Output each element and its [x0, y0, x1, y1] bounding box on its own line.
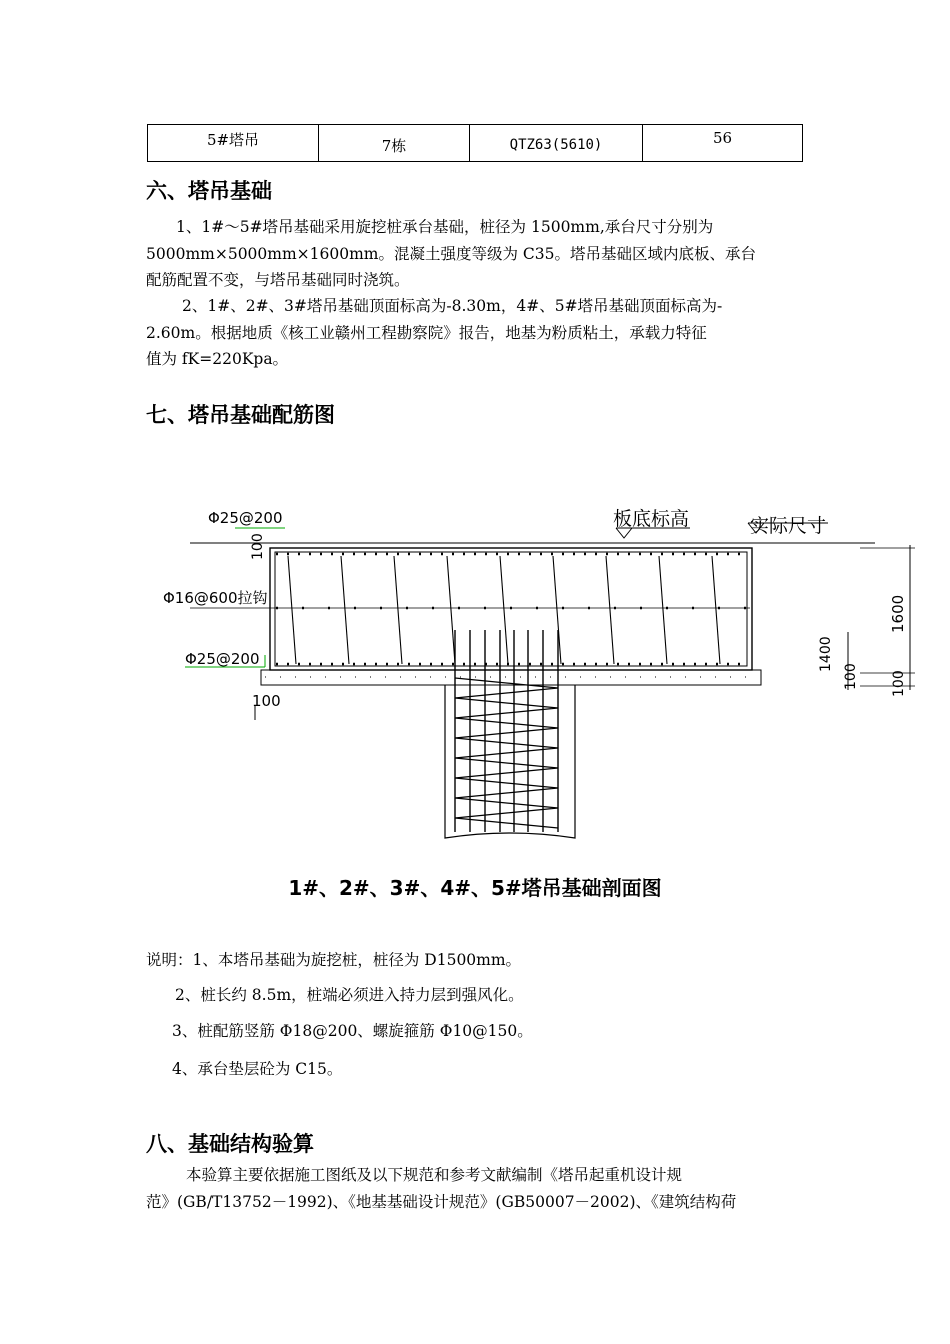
text-line: 配筋配置不变，与塔吊基础同时浇筑。	[146, 271, 410, 289]
text-line: 本验算主要依据施工图纸及以下规范和参考文献编制《塔吊起重机设计规	[186, 1166, 683, 1184]
pile-vertical-rebars	[455, 630, 558, 832]
text-line: 范》(GB/T13752－1992)、《地基基础设计规范》(GB50007－2002)、《建筑结构荷	[146, 1192, 737, 1211]
table-cell-building: 7栋	[319, 125, 470, 162]
section8-heading: 八、基础结构验算	[146, 1132, 314, 1156]
note-3: 3、桩配筋竖筋 Φ18@200、螺旋箍筋 Φ10@150。	[172, 1022, 533, 1040]
text-line: 值为 fK=220Kpa。	[146, 350, 289, 368]
note-4: 4、承台垫层砼为 C15。	[172, 1060, 343, 1078]
dim-1400: 1400	[818, 636, 834, 672]
table-cell-model: QTZ63(5610)	[470, 125, 643, 162]
label-top-rebar: Φ25@200	[208, 509, 283, 527]
dim-100-bottom: 100	[252, 692, 281, 710]
table-cell-number: 56	[643, 125, 803, 162]
label-tie: Φ16@600拉钩	[163, 589, 268, 607]
label-board-bottom: 板底标高	[613, 508, 690, 530]
dim-100-top: 100	[250, 533, 266, 560]
section6-heading: 六、塔吊基础	[146, 179, 272, 203]
label-bottom-rebar: Φ25@200	[185, 650, 260, 668]
drawing-caption: 1#、2#、3#、4#、5#塔吊基础剖面图	[288, 876, 662, 900]
note-2: 2、桩长约 8.5m，桩端必须进入持力层到强风化。	[175, 986, 524, 1004]
note-1: 说明：1、本塔吊基础为旋挖桩，桩径为 D1500mm。	[146, 951, 522, 969]
tie-hooks	[288, 556, 720, 664]
label-actual-size: 实际尺寸	[750, 515, 827, 537]
section8-paragraph	[146, 1162, 806, 1215]
dim-100-right-a: 100	[843, 663, 859, 690]
text-line: 5000mm×5000mm×1600mm。混凝土强度等级为 C35。塔吊基础区域内底板、承台	[146, 244, 757, 263]
text-line: 1、1#～5#塔吊基础采用旋挖桩承台基础，桩径为 1500mm,承台尺寸分别为	[176, 218, 714, 236]
dim-1600: 1600	[889, 594, 907, 633]
dim-100-right-b: 100	[891, 670, 907, 697]
table-cell-crane: 5#塔吊	[148, 125, 319, 162]
text-line: 2、1#、2#、3#塔吊基础顶面标高为-8.30m，4#、5#塔吊基础顶面标高为-	[182, 297, 723, 315]
section7-heading: 七、塔吊基础配筋图	[146, 403, 335, 427]
text-line: 2.60m。根据地质《核工业赣州工程勘察院》报告，地基为粉质粘土，承载力特征	[146, 323, 707, 342]
